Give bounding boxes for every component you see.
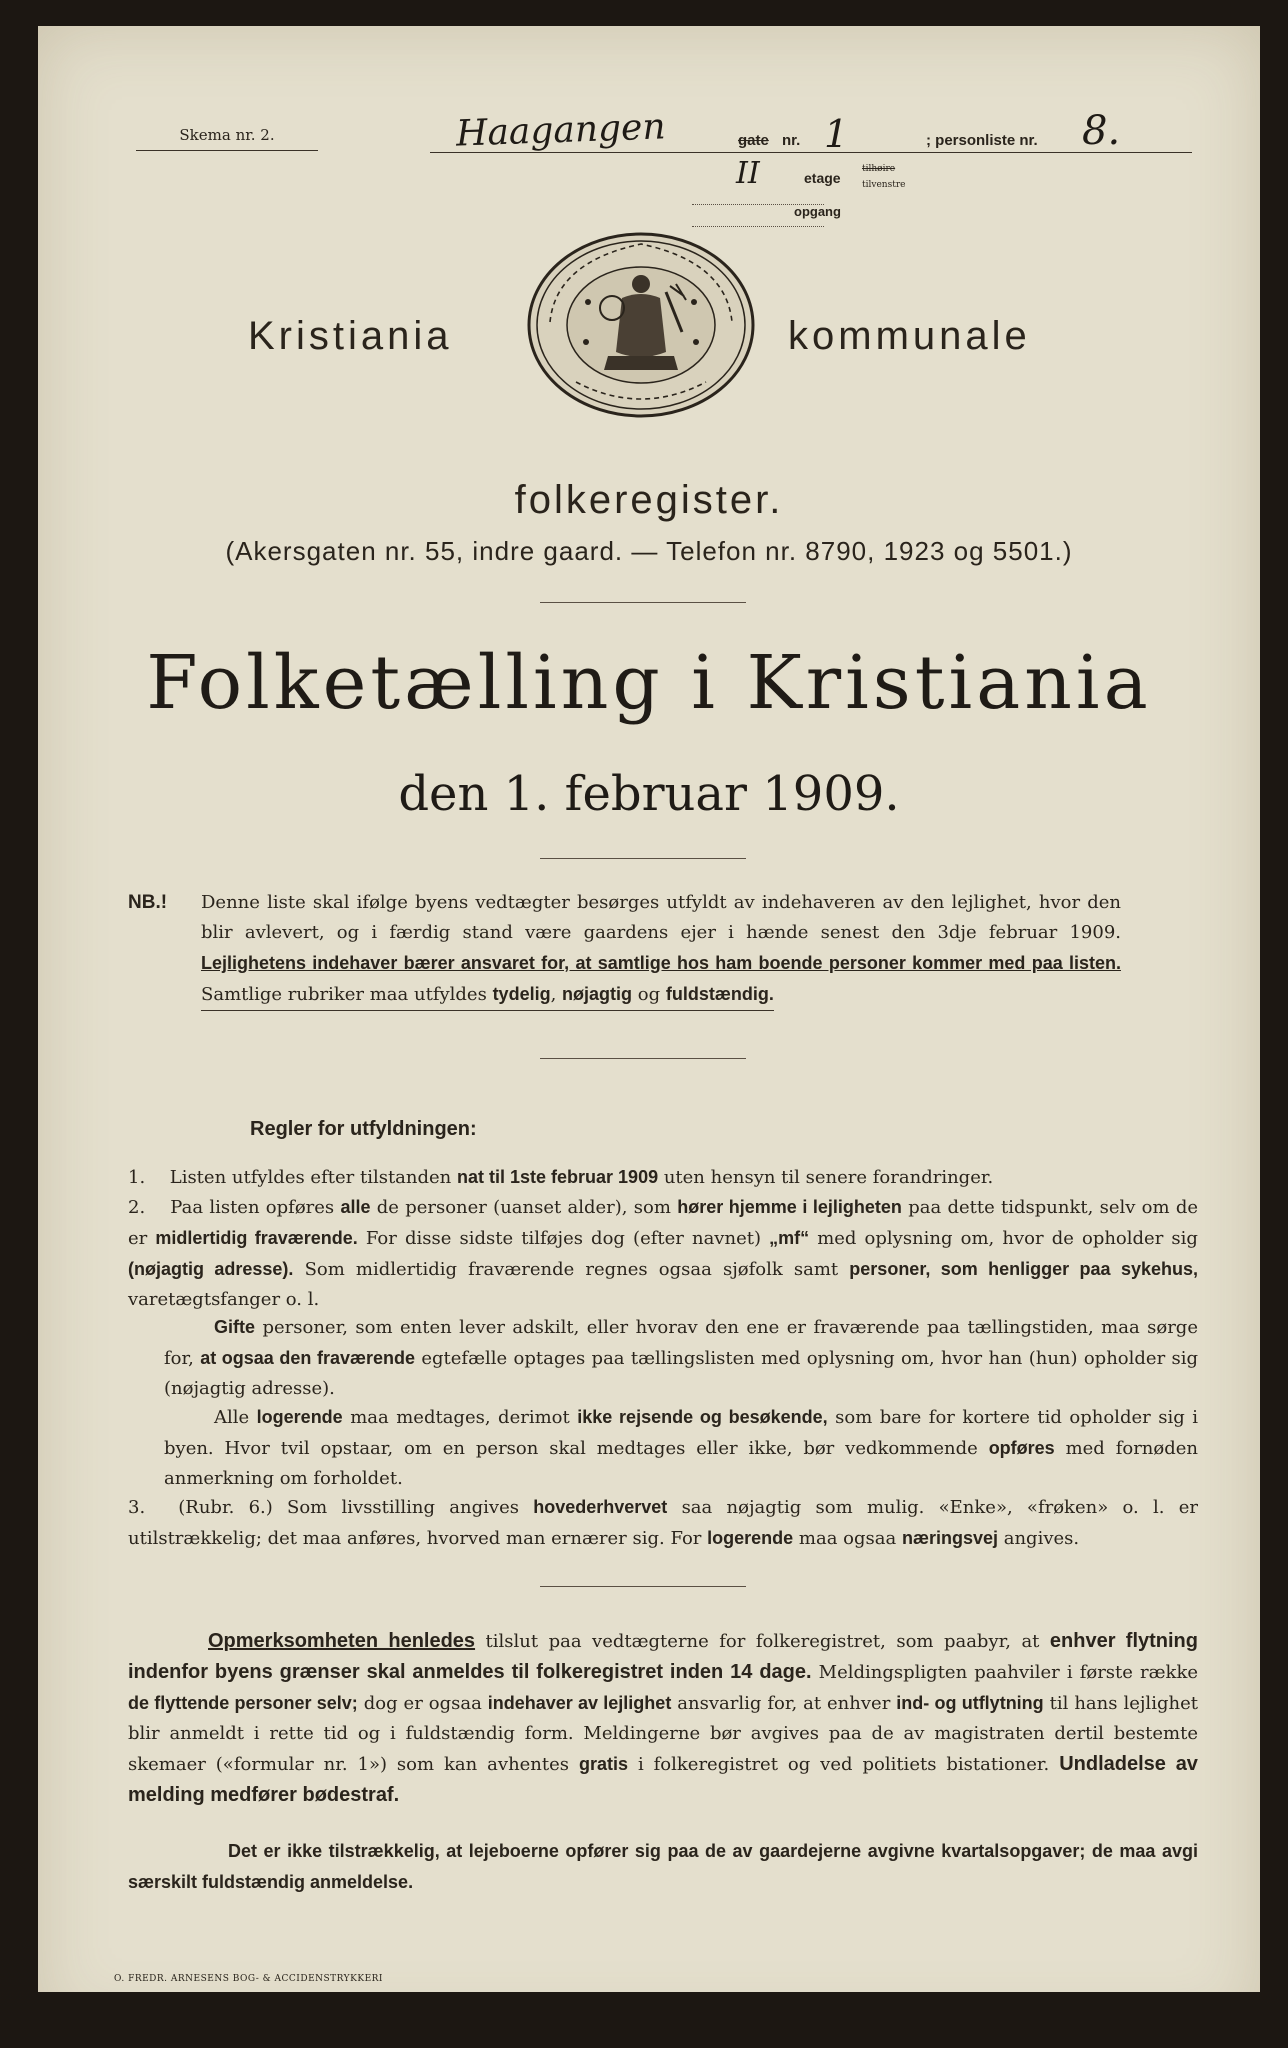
rule-3-bold-naeringsvej: næringsvej bbox=[901, 1528, 998, 1548]
rule-2-paragraph-2 bbox=[164, 1312, 1198, 1404]
rules-title: Regler for utfyldningen: bbox=[250, 1118, 477, 1140]
rule-2p2-bold-gifte: Gifte bbox=[214, 1317, 256, 1337]
notice-text-6: i folkeregistret og ved politiets bistationer. bbox=[637, 1754, 1050, 1775]
rule-1-number: 1. bbox=[128, 1167, 146, 1188]
rule-3-text-c: saa nøjagtig som mulig. «Enke», «frøken» o. l. er utilstrækkelig; det maa anføres, hvorved man ernærer sig. For bbox=[128, 1497, 1198, 1549]
notice-text-5: til hans lejlighet blir anmeldt i rette tid og i fuldstændig form. Meldingerne bør avgives paa de av magistraten dertil bestemte skemaer («formular nr. 1») som kan avhentes bbox=[128, 1693, 1198, 1775]
scan-background bbox=[0, 1992, 1288, 2048]
seal-icon bbox=[526, 232, 756, 418]
etage-label: etage bbox=[804, 170, 841, 186]
rule-2-text-i: med oplysning om, hvor de opholder sig bbox=[817, 1228, 1198, 1249]
nb-bold-tydelig: tydelig bbox=[492, 984, 551, 1004]
kristiania-word: Kristiania bbox=[248, 314, 453, 358]
notice-bold-5: gratis bbox=[578, 1754, 628, 1774]
nb-bold-nojagtig: nøjagtig bbox=[562, 984, 633, 1004]
rule-2-text-a: Paa listen opføres bbox=[170, 1197, 335, 1218]
rule-2-bold-sykehus: personer, som henligger paa sykehus, bbox=[849, 1259, 1198, 1279]
kommunale-word: kommunale bbox=[788, 314, 1031, 358]
rule-2-bold-alle: alle bbox=[340, 1197, 371, 1217]
rule-2-paragraph-3 bbox=[164, 1402, 1198, 1494]
rule-2-number: 2. bbox=[128, 1197, 146, 1218]
notice-text-2: Meldingspligten paahviler i første række bbox=[818, 1662, 1199, 1683]
printer-imprint: O. FREDR. ARNESENS BOG- & ACCIDENSTRYKKERI bbox=[114, 1974, 383, 1984]
rule-1-text-c: uten hensyn til senere forandringer. bbox=[663, 1167, 994, 1188]
notice-bold-6: Undladelse av melding medfører bødestraf. bbox=[128, 1753, 1198, 1806]
rule-2-text-c: de personer (uanset alder), som bbox=[376, 1197, 671, 1218]
notice-text-3: dog er ogsaa bbox=[363, 1693, 482, 1714]
rule-3-text-e: maa ogsaa bbox=[798, 1528, 897, 1549]
census-date: den 1. februar 1909. bbox=[398, 766, 900, 822]
floor-handwritten: II bbox=[736, 156, 760, 191]
rule-2-bold-fravaerende: midlertidig fraværende. bbox=[155, 1228, 358, 1248]
opgang-label: opgang bbox=[794, 204, 841, 219]
rule-2 bbox=[128, 1192, 1198, 1315]
rule-1-bold: nat til 1ste februar 1909 bbox=[457, 1167, 659, 1187]
rule-2p3-text-a: Alle bbox=[214, 1407, 250, 1428]
folkeregister-word: folkeregister. bbox=[514, 478, 784, 522]
rule-2p3-text-c: maa medtages, derimot bbox=[350, 1407, 570, 1428]
rule-2p2-text-b: personer, som enten lever adskilt, eller hvorav den ene er fraværende paa tællingstiden, maa sørge for, bbox=[164, 1317, 1198, 1369]
notice-bold-4: ind- og utflytning bbox=[896, 1693, 1044, 1713]
notice-bold-3: indehaver av lejlighet bbox=[487, 1693, 672, 1713]
nb-label: NB.! bbox=[128, 892, 168, 913]
nr-label: nr. bbox=[782, 132, 801, 149]
rule-2-text-k: Som midlertidig fraværende regnes ogsaa sjøfolk samt bbox=[304, 1259, 839, 1280]
rule-2p2-bold-fravaerende: at ogsaa den fraværende bbox=[200, 1348, 416, 1368]
nb-paragraph: Denne liste skal ifølge byens vedtægter besørges utfyldt av indehaveren av den lejlighet, hvor den blir avlevert, og i færdig stand være gaardens ejer i hænde senest den 3dje februar 1909. Lejlighetens indehaver bærer ansvaret for, at samtlige hos ham boende personer kommer med paa listen. Samtlige rubriker maa utfyldes tydelig, nøjagtig og fuldstændig. bbox=[201, 888, 1121, 1011]
opgang-line bbox=[692, 218, 824, 227]
rule-3-bold-hovederhverv: hovederhvervet bbox=[533, 1497, 668, 1517]
rule-2p3-text-e: som bare for kortere tid opholder sig i byen. Hvor tvil opstaar, om en person skal medtages eller ikke, bør vedkommende bbox=[164, 1407, 1198, 1459]
notice-final bbox=[128, 1836, 1198, 1898]
rule-2-text-m: varetægtsfanger o. l. bbox=[128, 1289, 320, 1310]
gate-label-struck: gate bbox=[738, 132, 769, 149]
notice-bold-1: enhver flytning indenfor byens grænser skal anmeldes til folkeregistret inden 14 dage. bbox=[128, 1630, 1198, 1683]
divider-3 bbox=[540, 1058, 746, 1059]
notice-text-4: ansvarlig for, at enhver bbox=[677, 1693, 891, 1714]
rule-3 bbox=[128, 1492, 1198, 1554]
nb-text-og: og bbox=[637, 984, 661, 1005]
divider-2 bbox=[540, 858, 746, 859]
skema-label: Skema nr. 2. bbox=[136, 126, 318, 151]
rule-2-text-e: paa dette tidspunkt, selv om de er bbox=[128, 1197, 1199, 1249]
divider-1 bbox=[540, 602, 746, 603]
side-left: tilvenstre bbox=[862, 180, 906, 190]
notice-lead: Opmerksomheten henledes bbox=[208, 1630, 476, 1652]
rule-2-bold-mf: „mf“ bbox=[769, 1228, 810, 1248]
office-address: (Akersgaten nr. 55, indre gaard. — Telefon nr. 8790, 1923 og 5501.) bbox=[225, 536, 1073, 566]
rule-2p3-bold-logerende: logerende bbox=[256, 1407, 343, 1427]
census-form-sheet bbox=[38, 26, 1260, 2032]
personliste-nr-handwritten: 8. bbox=[1082, 108, 1121, 154]
rule-3-text-a: (Rubr. 6.) Som livsstilling angives bbox=[178, 1497, 519, 1518]
rule-2p2-text-d: egtefælle optages paa tællingslisten med oplysning om, hvor han (hun) opholder sig (nøjagtig adresse). bbox=[164, 1348, 1198, 1399]
rule-3-bold-logerende: logerende bbox=[707, 1528, 794, 1548]
rule-3-number: 3. bbox=[128, 1497, 146, 1518]
city-seal bbox=[526, 232, 756, 418]
rule-2-bold-adresse: (nøjagtig adresse). bbox=[128, 1259, 294, 1279]
rule-1-text-a: Listen utfyldes efter tilstanden bbox=[169, 1167, 452, 1188]
rule-2p3-bold-opfores: opføres bbox=[988, 1438, 1055, 1458]
personliste-label: ; personliste nr. bbox=[926, 132, 1038, 149]
rule-2p3-text-g: med fornøden anmerkning om forholdet. bbox=[164, 1438, 1198, 1489]
notice-text-1: tilslut paa vedtægterne for folkeregistret, som paabyr, at bbox=[485, 1631, 1040, 1652]
divider-4 bbox=[540, 1586, 746, 1587]
notice-bold-2: de flyttende personer selv; bbox=[128, 1693, 358, 1713]
rule-3-text-g: angives. bbox=[1003, 1528, 1080, 1549]
notice-paragraph bbox=[128, 1626, 1198, 1811]
rule-2-bold-hjemme: hører hjemme i lejligheten bbox=[677, 1197, 902, 1217]
rule-2p3-bold-rejsende: ikke rejsende og besøkende, bbox=[577, 1407, 828, 1427]
nb-bold-fuldstaendig: fuldstændig. bbox=[665, 984, 774, 1004]
census-title: Folketælling i Kristiania bbox=[146, 640, 1152, 726]
nb-bold-responsibility: Lejlighetens indehaver bærer ansvaret for, at samtlige hos ham boende personer kommer med paa listen. bbox=[201, 953, 1121, 973]
rule-1 bbox=[128, 1162, 1198, 1193]
rule-2-text-g: For disse sidste tilføjes dog (efter navnet) bbox=[365, 1228, 761, 1249]
nb-text-1: Denne liste skal ifølge byens vedtægter besørges utfyldt av indehaveren av den lejlighet, hvor den blir avlevert, og i færdig stand være gaardens ejer i hænde senest den 3dje februar 1909. bbox=[201, 892, 1121, 943]
nb-text-2: Samtlige rubriker maa utfyldes bbox=[201, 984, 487, 1005]
house-nr-handwritten: 1 bbox=[824, 112, 849, 156]
side-right-struck: tilhøire bbox=[862, 164, 896, 174]
street-name-handwritten: Haagangen bbox=[455, 106, 667, 155]
notice-final-bold: Det er ikke tilstrækkelig, at lejeboerne opfører sig paa de av gaardejerne avgivne kvartalsopgaver; de maa avgi særskilt fuldstændig anmeldelse. bbox=[128, 1841, 1198, 1892]
